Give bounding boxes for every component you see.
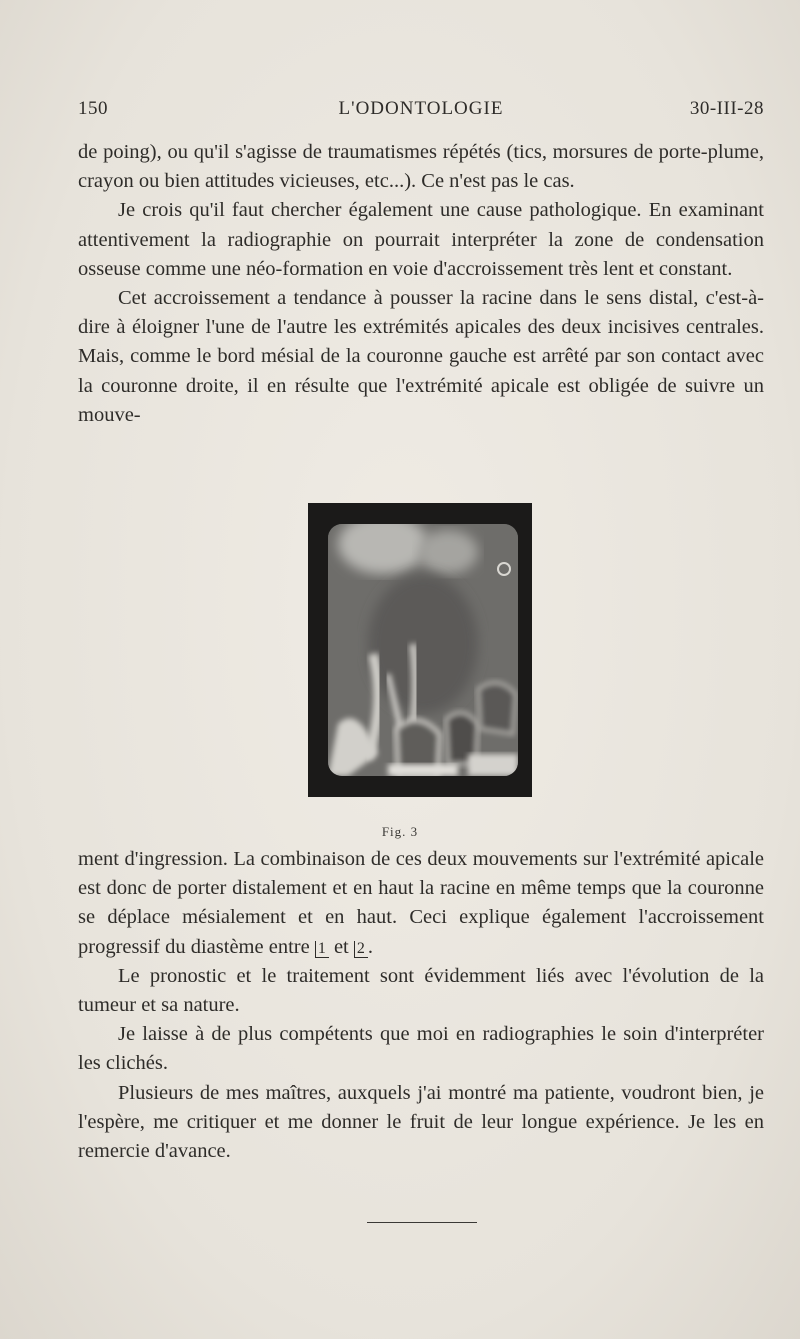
figure-caption: Fig. 3 (381, 824, 419, 839)
tooth-notation-2: 2 (354, 941, 368, 958)
issue-date: 30-III-28 (689, 98, 764, 119)
running-header (78, 98, 764, 128)
paragraph: Cet accroissement a tendance à pousser la racine dans le sens distal, c'est-à-dire à éloigner l'une de l'autre les extrémités apicales des deux incisives centrales. Mais, comme le bord mésial de la couronne gauche est arrêté par son contact avec la couronne droite, il en résulte que l'extrémité apicale est obligée de suivre un mouve- (78, 287, 764, 426)
sentence-end: . (367, 935, 373, 958)
paragraph: de poing), ou qu'il s'agisse de traumatismes répétés (tics, morsures de porte-plume, crayon ou bien attitudes vicieuses, etc...). Ce n'est pas le cas. (78, 141, 764, 193)
top-text-block (78, 138, 764, 430)
dental-radiograph-image (328, 524, 518, 776)
radiograph-figure (308, 503, 532, 797)
radiograph-illustration (328, 524, 518, 776)
journal-title: L'ODONTOLOGIE (338, 98, 504, 119)
end-rule-divider (367, 1222, 477, 1223)
paragraph: Le pronostic et le traitement sont évidemment liés avec l'évolution de la tumeur et sa nature. (78, 964, 764, 1017)
paragraph: Je crois qu'il faut chercher également une cause pathologique. En examinant attentivement la radiographie on pourrait interpréter la zone de condensation osseuse comme une néo-formation en voie d'accroissement très lent et constant. (78, 199, 764, 280)
conjunction: et (333, 935, 349, 958)
paragraph-text: ment d'ingression. La combinaison de ces deux mouvements sur l'extrémité apicale est donc de porter distalement et en haut la racine en même temps que la couronne se déplace mésialement et en haut. Ceci explique également l'accroissement progressif du diastème entre (78, 848, 764, 958)
page-number: 150 (78, 98, 108, 119)
bottom-text-block (78, 845, 764, 1166)
tooth-notation-1: 1 (315, 941, 329, 958)
paragraph (78, 845, 764, 962)
paragraph: Plusieurs de mes maîtres, auxquels j'ai montré ma patiente, voudront bien, je l'espère, me critiquer et me donner le fruit de leur longue expérience. Je les en remercie d'avance. (78, 1081, 764, 1163)
paragraph: Je laisse à de plus compétents que moi en radiographies le soin d'interpréter les clichés. (78, 1023, 764, 1075)
